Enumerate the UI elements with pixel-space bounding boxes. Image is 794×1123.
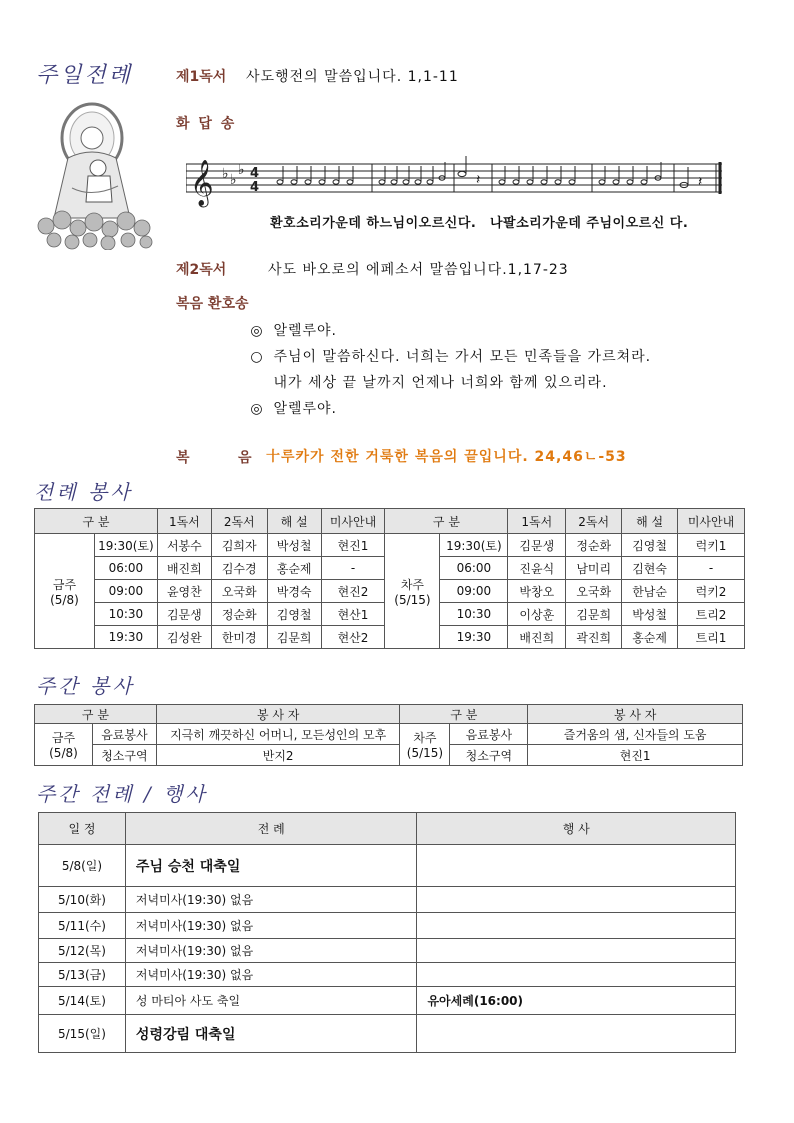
table-row: [39, 887, 736, 913]
group-cell: 금주 (5/8): [35, 534, 95, 649]
table-cell: 반지2: [156, 745, 400, 766]
table-cell: 음료봉사: [450, 724, 528, 745]
table-cell: -: [678, 557, 745, 580]
date-cell: 5/14(토): [39, 987, 126, 1015]
date-cell: 5/11(수): [39, 913, 126, 939]
table-cell: 진윤식: [508, 557, 566, 580]
gospel-label-b: 음: [238, 450, 252, 466]
table-cell: 이상훈: [508, 603, 566, 626]
event-cell: [417, 913, 736, 939]
table-row: [39, 913, 736, 939]
liturgy-cell: 저녁미사(19:30) 없음: [125, 887, 417, 913]
table-row: [39, 987, 736, 1015]
table-cell: 남미리: [566, 557, 622, 580]
table-cell: 즐거움의 샘, 신자들의 도움: [528, 724, 743, 745]
weekly-events-heading: 주간 전례 / 행사: [36, 782, 208, 806]
group-cell: 차주 (5/15): [385, 534, 440, 649]
table-cell: 19:30(토): [440, 534, 508, 557]
header-cell: 해 설: [622, 509, 678, 534]
table-cell: 배진희: [508, 626, 566, 649]
header-cell: 구 분: [35, 705, 157, 724]
svg-text:♭: ♭: [222, 166, 229, 182]
date-cell: 5/13(금): [39, 963, 126, 987]
liturgy-cell: 저녁미사(19:30) 없음: [125, 963, 417, 987]
weekly-service-table: [34, 704, 743, 766]
table-cell: 현진2: [321, 580, 385, 603]
table-cell: 19:30: [94, 626, 157, 649]
table-cell: 김문생: [508, 534, 566, 557]
table-cell: 김문희: [566, 603, 622, 626]
acclamation-label: 복음 환호송: [176, 296, 249, 312]
table-cell: 김수경: [211, 557, 267, 580]
header-cell: 미사안내: [321, 509, 385, 534]
table-cell: 김성완: [157, 626, 211, 649]
reading2-text: 사도 바오로의 에페소서 말씀입니다.1,17-23: [268, 262, 569, 278]
circle-mark: ○: [250, 349, 264, 365]
date-cell: 5/15(일): [39, 1015, 126, 1053]
svg-text:𝄽: 𝄽: [476, 172, 481, 188]
table-cell: 윤영찬: [157, 580, 211, 603]
table-cell: 지극히 깨끗하신 어머니, 모든성인의 모후: [156, 724, 400, 745]
header-cell: 1독서: [508, 509, 566, 534]
event-cell: 유아세례(16:00): [417, 987, 736, 1015]
psalm-music-staff: [186, 148, 726, 210]
reading1-text: 사도행전의 말씀입니다. 1,1-11: [246, 69, 459, 85]
table-cell: 배진희: [157, 557, 211, 580]
madonna-illustration: [32, 98, 158, 250]
table-cell: 김영철: [267, 603, 321, 626]
table-cell: 박창오: [508, 580, 566, 603]
table-cell: 김문희: [267, 626, 321, 649]
gospel-label-a: 복: [176, 450, 190, 466]
acclamation-line: ◎ 알렐루야.: [246, 320, 337, 340]
liturgy-cell: 저녁미사(19:30) 없음: [125, 939, 417, 963]
table-cell: 09:00: [94, 580, 157, 603]
svg-text:4: 4: [250, 166, 260, 181]
svg-text:𝄽: 𝄽: [698, 174, 703, 190]
table-cell: 10:30: [440, 603, 508, 626]
header-cell: 봉 사 자: [528, 705, 743, 724]
group-cell: 차주 (5/15): [400, 724, 450, 766]
header-cell: 해 설: [267, 509, 321, 534]
double-circle-mark: ◎: [250, 401, 264, 417]
event-cell: [417, 887, 736, 913]
table-cell: 박성철: [267, 534, 321, 557]
table-cell: 19:30(토): [94, 534, 157, 557]
header-cell: 봉 사 자: [156, 705, 400, 724]
header-cell: 행 사: [417, 813, 736, 845]
header-cell: 1독서: [157, 509, 211, 534]
table-cell: 09:00: [440, 580, 508, 603]
table-cell: 한미경: [211, 626, 267, 649]
acclamation-line: 내가 세상 끝 날까지 언제나 너희와 함께 있으리라.: [273, 375, 608, 391]
table-row: [39, 963, 736, 987]
table-cell: 청소구역: [92, 745, 156, 766]
table-cell: 박경숙: [267, 580, 321, 603]
table-cell: 19:30: [440, 626, 508, 649]
table-cell: 홍순제: [622, 626, 678, 649]
table-row: [39, 1015, 736, 1053]
liturgy-heading: 주일전례: [36, 63, 134, 88]
table-cell: 10:30: [94, 603, 157, 626]
event-cell: [417, 939, 736, 963]
header-cell: 구 분: [400, 705, 528, 724]
table-row: [39, 845, 736, 887]
table-cell: 김문생: [157, 603, 211, 626]
header-cell: 구 분: [35, 509, 158, 534]
double-circle-mark: ◎: [250, 323, 264, 339]
event-cell: [417, 963, 736, 987]
date-cell: 5/10(화): [39, 887, 126, 913]
table-cell: 정순화: [211, 603, 267, 626]
table-row: [35, 534, 745, 557]
header-cell: 일 정: [39, 813, 126, 845]
table-cell: 현산1: [321, 603, 385, 626]
svg-text:4: 4: [250, 180, 260, 195]
table-cell: 곽진희: [566, 626, 622, 649]
date-cell: 5/12(목): [39, 939, 126, 963]
psalm-label: 화 답 송: [176, 116, 237, 132]
table-cell: 김현숙: [622, 557, 678, 580]
weekly-events-table: [38, 812, 736, 1053]
liturgy-cell: 주님 승천 대축일: [125, 845, 417, 887]
table-cell: 트리1: [678, 626, 745, 649]
table-cell: 오국화: [566, 580, 622, 603]
event-cell: [417, 845, 736, 887]
table-cell: 정순화: [566, 534, 622, 557]
psalm-lyric-a: 환호소리가운데 하느님이오르신다.: [270, 216, 477, 231]
table-row: [35, 745, 743, 766]
table-cell: -: [321, 557, 385, 580]
table-row: [35, 724, 743, 745]
table-cell: 음료봉사: [92, 724, 156, 745]
table-cell: 서봉수: [157, 534, 211, 557]
table-cell: 06:00: [94, 557, 157, 580]
table-cell: 트리2: [678, 603, 745, 626]
table-cell: 현진1: [321, 534, 385, 557]
liturgy-cell: 성령강림 대축일: [125, 1015, 417, 1053]
table-cell: 홍순제: [267, 557, 321, 580]
header-cell: 전 례: [125, 813, 417, 845]
table-cell: 06:00: [440, 557, 508, 580]
event-cell: [417, 1015, 736, 1053]
acclamation-line: ○ 주님이 말씀하신다. 너희는 가서 모든 민족들을 가르쳐라.: [246, 346, 651, 366]
table-cell: 오국화: [211, 580, 267, 603]
service-heading: 전례 봉사: [34, 480, 133, 504]
gospel-text: 十루카가 전한 거룩한 복음의 끝입니다. 24,46ㄴ-53: [266, 449, 627, 465]
service-table: [34, 508, 745, 649]
acclamation-line: ◎ 알렐루야.: [246, 398, 337, 418]
liturgy-cell: 성 마티아 사도 축일: [125, 987, 417, 1015]
reading2-label: 제2독서: [176, 262, 227, 278]
date-cell: 5/8(일): [39, 845, 126, 887]
group-cell: 금주 (5/8): [35, 724, 93, 766]
psalm-lyric-b: 나팔소리가운데 주님이오르신 다.: [490, 216, 689, 231]
svg-text:♭: ♭: [238, 162, 245, 178]
table-cell: 박성철: [622, 603, 678, 626]
liturgy-cell: 저녁미사(19:30) 없음: [125, 913, 417, 939]
reading1-label: 제1독서: [176, 69, 227, 85]
table-cell: 한남순: [622, 580, 678, 603]
svg-text:𝄞: 𝄞: [190, 160, 214, 206]
svg-text:♭: ♭: [230, 172, 237, 188]
header-cell: 2독서: [211, 509, 267, 534]
table-cell: 현진1: [528, 745, 743, 766]
table-row: [39, 939, 736, 963]
table-cell: 청소구역: [450, 745, 528, 766]
table-cell: 현산2: [321, 626, 385, 649]
table-cell: 럭키1: [678, 534, 745, 557]
header-cell: 구 분: [385, 509, 508, 534]
table-cell: 김영철: [622, 534, 678, 557]
header-cell: 미사안내: [678, 509, 745, 534]
table-cell: 김희자: [211, 534, 267, 557]
header-cell: 2독서: [566, 509, 622, 534]
weekly-service-heading: 주간 봉사: [36, 674, 135, 698]
table-cell: 럭키2: [678, 580, 745, 603]
